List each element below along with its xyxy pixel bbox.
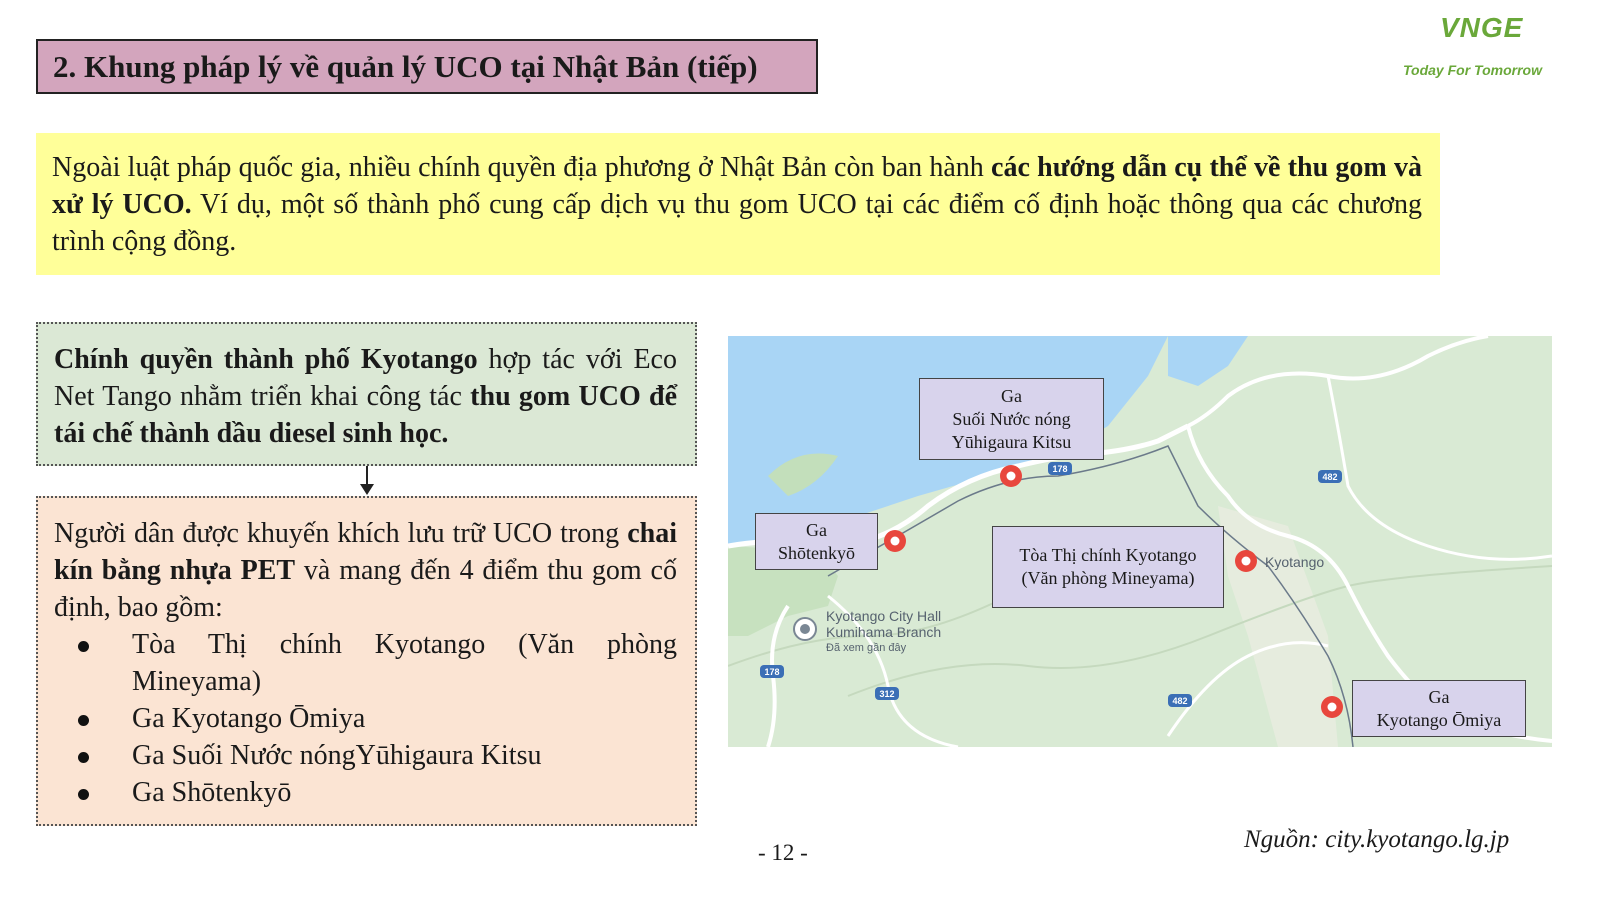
logo-mark: VNGE: [1440, 12, 1524, 43]
collection-points-list: [54, 626, 677, 811]
box2-text-2: và mang đến 4 điểm thu gom cố định, bao gồm:: [54, 555, 677, 623]
intro-bold-1: các hướng dẫn cụ thể về thu gom và xử lý UCO.: [52, 152, 1422, 220]
box1-text-1: hợp tác với Eco Net Tango nhằm triển khai công tác: [54, 344, 677, 412]
collection-points-box: [36, 496, 697, 826]
label-shotenkyo-station: [755, 513, 878, 570]
label-kyotango-omiya-station: [1352, 680, 1526, 737]
box2-text-1: Người dân được khuyến khích lưu trữ UCO trong: [54, 518, 628, 549]
pin-cityhall[interactable]: [1235, 550, 1257, 572]
label-yuhigaura-station: [919, 378, 1104, 460]
road-number: 178: [764, 667, 780, 677]
place-name-city-hall-branch: [826, 608, 941, 656]
bullet-icon: [78, 641, 89, 652]
kyotango-cooperation-box: [36, 322, 697, 466]
road-number: 482: [1322, 472, 1338, 482]
bay-water: [1168, 336, 1248, 386]
label-line: Ga: [806, 519, 827, 540]
list-item-text: Ga Shōtenkyō: [132, 777, 292, 808]
vnge-logo: [1395, 12, 1565, 87]
pin-yuhigaura[interactable]: [1000, 465, 1022, 487]
place-line: Kyotango City Hall: [826, 608, 942, 624]
road-number: 178: [1052, 464, 1068, 474]
label-line: Ga: [1428, 686, 1450, 707]
source-citation: Nguồn: city.kyotango.lg.jp: [1244, 826, 1510, 853]
intro-text-1: Ngoài luật pháp quốc gia, nhiều chính quyền địa phương ở Nhật Bản còn ban hành: [52, 152, 992, 183]
place-name-kyotango: Kyotango: [1265, 554, 1325, 570]
intro-paragraph: [36, 133, 1440, 275]
kyotango-map[interactable]: [728, 336, 1552, 747]
list-item-text: Tòa Thị chính Kyotango (Văn phòng Mineyama): [132, 629, 677, 697]
list-item: [54, 737, 677, 774]
road-number: 312: [879, 689, 895, 699]
road: [1328, 376, 1552, 559]
label-kyotango-city-hall: [992, 526, 1224, 608]
pin-shotenkyo[interactable]: [884, 530, 906, 552]
list-item: [54, 700, 677, 737]
logo-tagline: Today For Tomorrow: [1403, 62, 1542, 78]
page-number: - 12 -: [758, 840, 808, 865]
down-arrow-icon: [360, 484, 374, 495]
label-line: Ga: [1001, 385, 1022, 406]
label-line: Yūhigaura Kitsu: [951, 431, 1072, 452]
list-item: [54, 774, 677, 811]
box1-bold-1: Chính quyền thành phố Kyotango: [54, 344, 478, 375]
slide-title: [36, 39, 818, 94]
label-line: (Văn phòng Mineyama): [1021, 568, 1195, 588]
place-note: Đã xem gần đây: [826, 642, 907, 654]
list-item-text: Ga Suối Nước nóngYūhigaura Kitsu: [132, 740, 542, 771]
valley-area: [1218, 506, 1338, 747]
slide-title-text: 2. Khung pháp lý về quản lý UCO tại Nhật Bản (tiếp): [53, 48, 758, 84]
bullet-icon: [78, 789, 89, 800]
place-line: Kumihama Branch: [826, 624, 942, 640]
bullet-icon: [78, 752, 89, 763]
label-line: Shōtenkyō: [777, 542, 855, 563]
bullet-icon: [78, 715, 89, 726]
list-item: [54, 626, 677, 700]
label-line: Tòa Thị chính Kyotango: [1019, 545, 1197, 565]
pin-omiya[interactable]: [1321, 696, 1343, 718]
label-line: Suối Nước nóng: [952, 408, 1071, 429]
list-item-text: Ga Kyotango Ōmiya: [132, 703, 366, 734]
box2-bold-1: chai kín bằng nhựa PET: [54, 518, 677, 586]
box2-intro: [54, 515, 677, 626]
road-number: 482: [1172, 696, 1188, 706]
intro-text-2: Ví dụ, một số thành phố cung cấp dịch vụ thu gom UCO tại các điểm cố định hoặc thông qua các chương trình cộng đồng.: [52, 189, 1422, 257]
box1-bold-2: thu gom UCO để tái chế thành dầu diesel sinh học.: [54, 381, 677, 449]
label-line: Kyotango Ōmiya: [1376, 709, 1502, 730]
recent-location-icon[interactable]: [794, 618, 816, 640]
